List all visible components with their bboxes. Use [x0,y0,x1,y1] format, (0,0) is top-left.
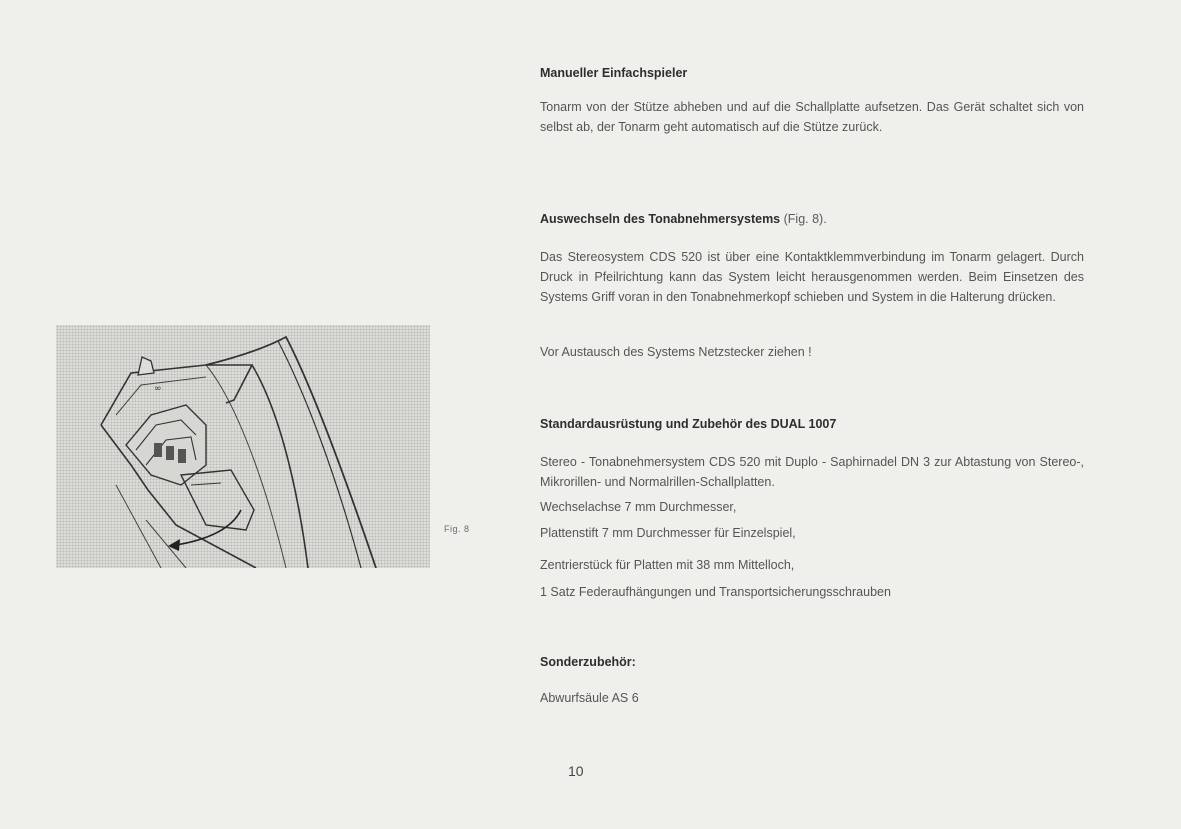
manual-paragraph: Tonarm von der Stütze abheben und auf die Schallplatte aufsetzen. Das Gerät schaltet sich von selbst ab, der Tonarm geht automatisch auf die Stütze zurück. [540,100,1084,134]
accessories-item-1: Abwurfsäule AS 6 [540,691,639,705]
figure-caption: Fig. 8 [444,524,470,534]
figure-8-illustration [56,325,430,568]
standard-item-4: Zentrierstück für Platten mit 38 mm Mittelloch, [540,558,795,572]
heading-exchange [540,212,827,226]
standard-item-2: Wechselachse 7 mm Durchmesser, [540,500,737,514]
heading-exchange-title: Auswechseln des Tonabnehmersystems [540,212,781,226]
page-number: 10 [568,763,584,779]
standard-item-1: Stereo - Tonabnehmersystem CDS 520 mit Duplo - Saphirnadel DN 3 zur Abtastung von Stereo-, Mikrorillen- und Normalrillen-Schallplatten. [540,455,1084,489]
heading-standard: Standardausrüstung und Zubehör des DUAL 1007 [540,417,837,431]
heading-accessories: Sonderzubehör: [540,655,636,669]
exchange-warning: Vor Austausch des Systems Netzstecker ziehen ! [540,345,812,359]
tonearm-head-drawing [56,325,430,568]
exchange-paragraph: Das Stereosystem CDS 520 ist über eine Kontaktklemmverbindung im Tonarm gelagert. Durch Druck in Pfeilrichtung kann das System leicht herausgenommen werden. Beim Einsetzen des Systems Griff voran in den Tonabnehmerkopf schieben und System in die Halterung drücken. [540,250,1084,304]
heading-manual: Manueller Einfachspieler [540,66,688,80]
svg-text:∞: ∞ [154,384,162,394]
standard-item-3: Plattenstift 7 mm Durchmesser für Einzelspiel, [540,526,796,540]
heading-exchange-note: (Fig. 8). [783,212,827,226]
standard-item-5: 1 Satz Federaufhängungen und Transportsicherungsschrauben [540,585,891,599]
